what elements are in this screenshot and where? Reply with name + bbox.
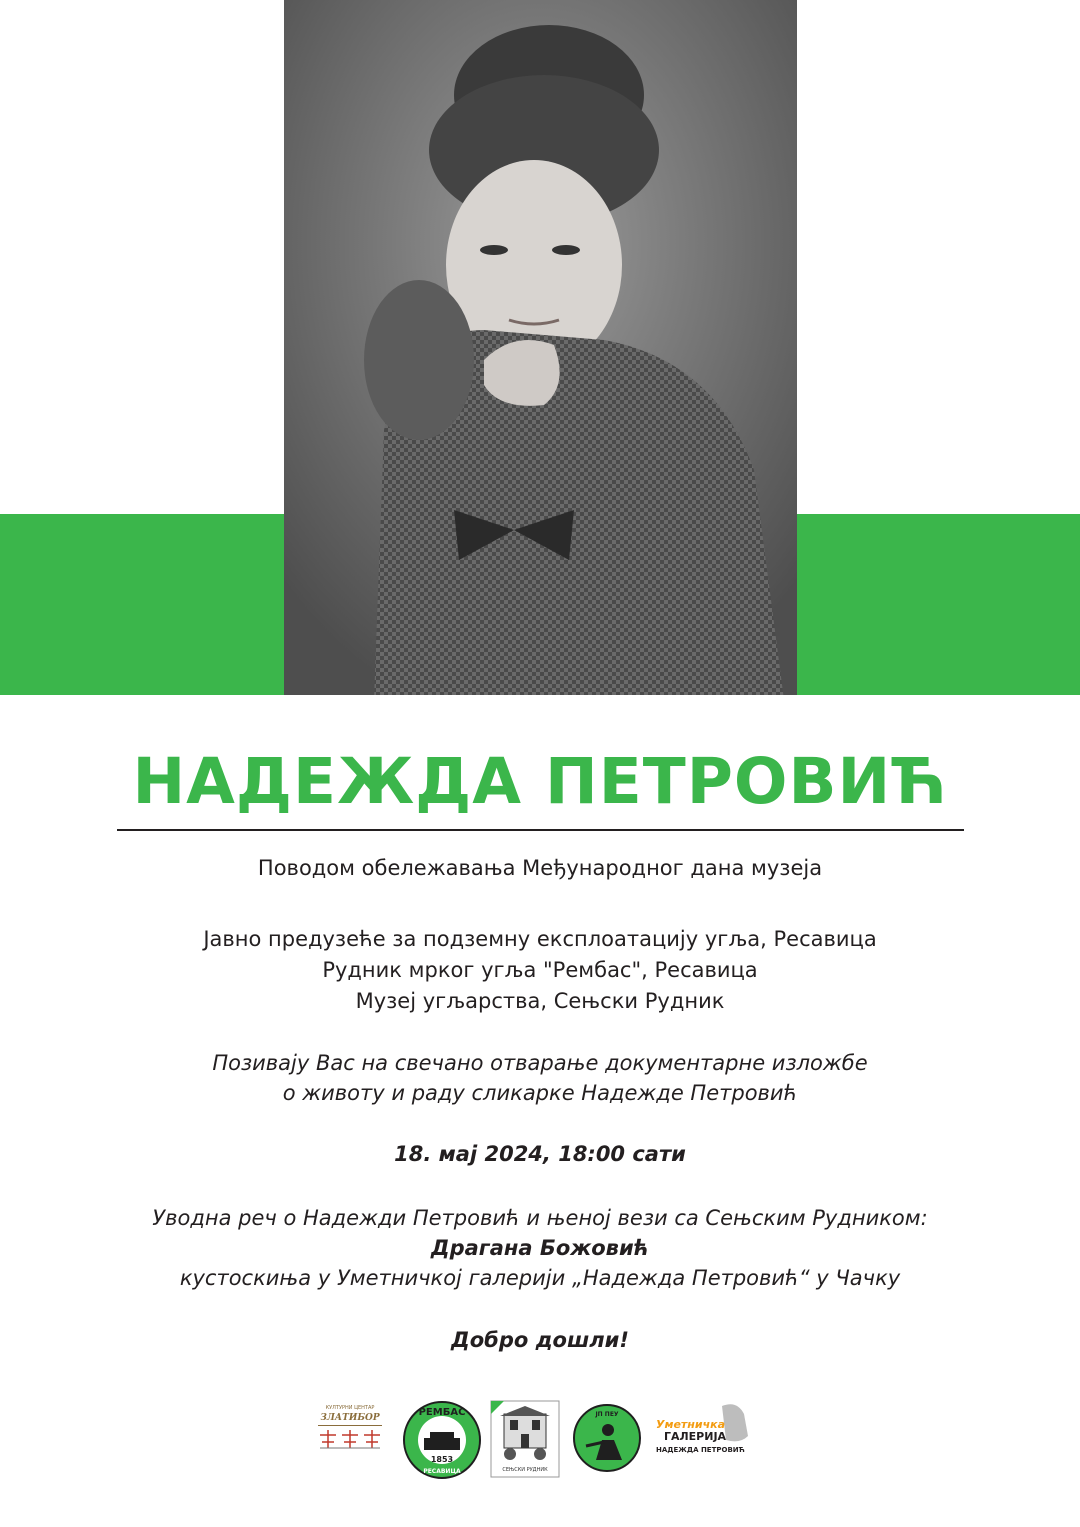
rembas-name: РЕМБАС <box>418 1407 466 1418</box>
rembas-year: 1853 <box>430 1455 454 1464</box>
intro-line: Уводна реч о Надежди Петровић и њеној вези са Сењским Рудником: <box>152 1206 928 1230</box>
event-datetime: 18. мај 2024, 18:00 сати <box>394 1142 686 1166</box>
coal-museum-logo <box>490 1400 560 1484</box>
organizer-line: Рудник мрког угља "Рембас", Ресавица <box>322 958 758 982</box>
partner-logos <box>310 1400 770 1480</box>
portrait-photo <box>284 0 797 695</box>
portrait-illustration <box>284 0 797 695</box>
invitation-line: о животу и раду сликарке Надежде Петровић <box>282 1081 798 1105</box>
title-divider <box>117 829 964 831</box>
speaker-role: кустоскиња у Уметничкој галерији „Надежда Петровић“ у Чачку <box>179 1266 901 1290</box>
cultural-center-logo <box>310 1400 390 1484</box>
logo-text-name: ЗЛАТИБОР <box>320 1413 380 1423</box>
jp-pep-name: ЈП ПЕУ <box>595 1411 619 1418</box>
page-title: НАДЕЖДА ПЕТРОВИЋ <box>132 745 948 818</box>
gallery-line2: ГАЛЕРИЈА <box>664 1430 727 1443</box>
art-gallery-logo <box>652 1400 762 1484</box>
rembas-logo <box>402 1400 482 1484</box>
jp-pep-logo <box>572 1400 642 1484</box>
invitation-line: Позивају Вас на свечано отварање документарне изложбе <box>212 1051 868 1075</box>
logo-text-top: КУЛТУРНИ ЦЕНТАР <box>325 1405 375 1411</box>
welcome-text: Добро дошли! <box>451 1328 629 1352</box>
gallery-line3: НАДЕЖДА ПЕТРОВИЋ <box>656 1446 745 1454</box>
museum-caption: СЕЊСКИ РУДНИК <box>502 1467 548 1473</box>
occasion-text: Поводом обележавања Међународног дана музеја <box>257 856 823 880</box>
speaker-name: Драгана Божовић <box>430 1236 650 1260</box>
rembas-place: РЕСАВИЦА <box>423 1468 461 1475</box>
gallery-line1: Уметничка <box>656 1418 726 1431</box>
organizer-line: Јавно предузеће за подземну експлоатацију угља, Ресавица <box>203 927 877 951</box>
organizer-line: Музеј угљарства, Сењски Рудник <box>355 989 725 1013</box>
